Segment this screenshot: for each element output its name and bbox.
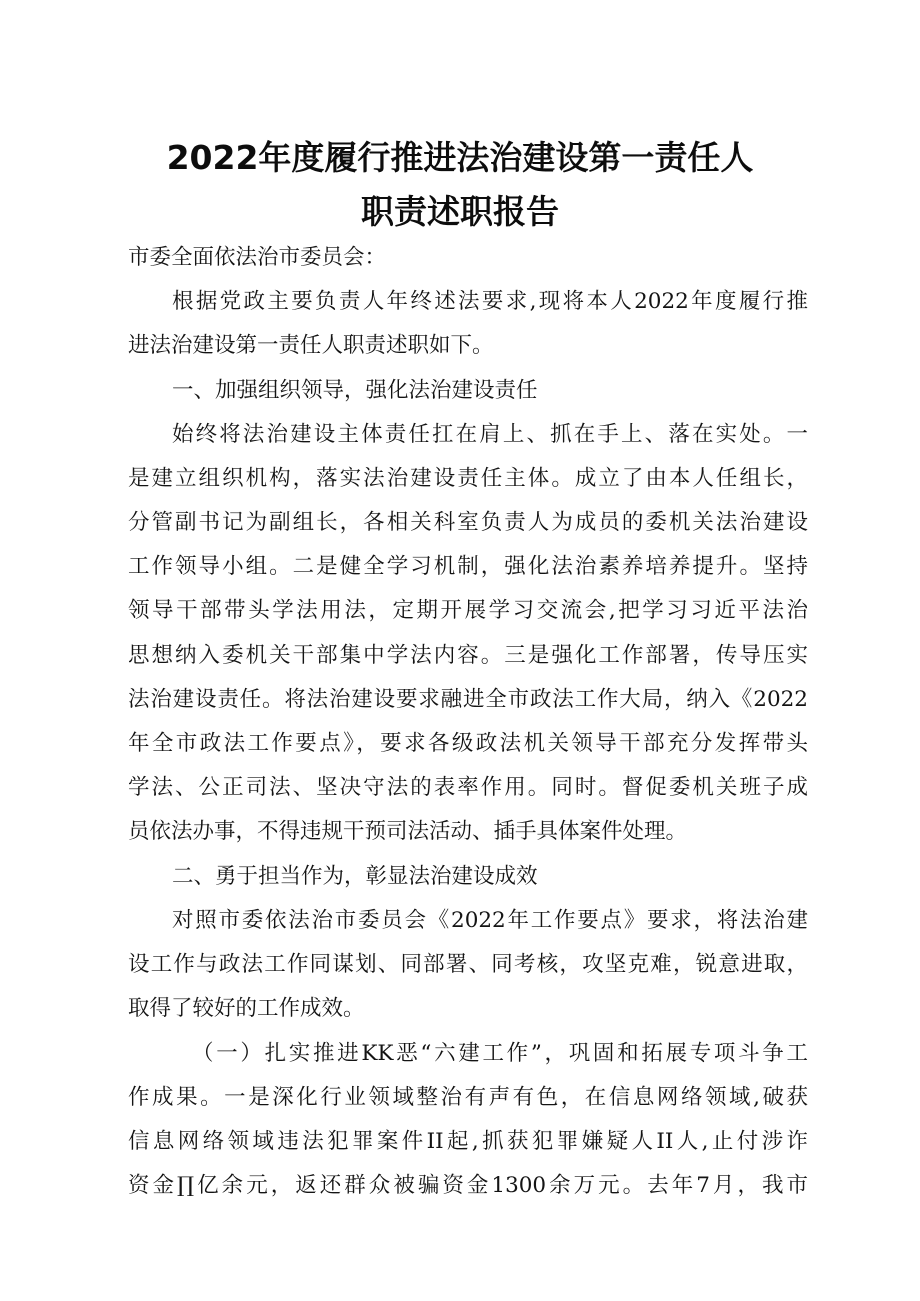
subsection-line: 资金∏亿余元，返还群众被骗资金1300余万元。去年7月，我市 [128,1173,808,1198]
intro-line: 根据党政主要负责人年终述法要求,现将本人2022年度履行推 [172,289,808,314]
subsection-line: 信息网络领域违法犯罪案件II起,抓获犯罪嫌疑人II人,止付涉诈 [128,1129,808,1154]
paragraph-line: 是建立组织机构，落实法治建设责任主体。成立了由本人任组长， [128,466,808,491]
subsection-line: 作成果。一是深化行业领域整治有声有色，在信息网络领域,破获 [128,1085,808,1110]
section-heading-1: 一、加强组织领导，强化法治建设责任 [172,378,538,403]
intro-line: 进法治建设第一责任人职责述职如下。 [128,333,494,358]
paragraph-line: 取得了较好的工作成效。 [128,996,365,1021]
paragraph-line: 年全市政法工作要点》，要求各级政法机关领导干部充分发挥带头 [128,731,808,756]
paragraph-line: 设工作与政法工作同谋划、同部署、同考核，攻坚克难，锐意进取， [128,952,808,977]
paragraph-line: 法治建设责任。将法治建设要求融进全市政法工作大局，纳入《2022 [128,687,808,712]
salutation: 市委全面依法治市委员会： [128,245,387,270]
paragraph-line: 思想纳入委机关干部集中学法内容。三是强化工作部署，传导压实 [128,643,808,668]
subsection-line: （一）扎实推进KK恶“六建工作”，巩固和拓展专项斗争工 [192,1041,808,1066]
paragraph-line: 员依法办事，不得违规干预司法活动、插手具体案件处理。 [128,819,688,844]
document-title-line-2: 职责述职报告 [361,192,559,231]
paragraph-line: 学法、公正司法、坚决守法的表率作用。同时。督促委机关班子成 [128,775,808,800]
paragraph-line: 始终将法治建设主体责任扛在肩上、抓在手上、落在实处。一 [172,422,808,447]
paragraph-line: 工作领导小组。二是健全学习机制，强化法治素养培养提升。坚持 [128,554,808,579]
paragraph-line: 分管副书记为副组长，各相关科室负责人为成员的委机关法治建设 [128,510,808,535]
paragraph-line: 领导干部带头学法用法，定期开展学习交流会,把学习习近平法治 [128,598,808,623]
paragraph-line: 对照市委依法治市委员会《2022年工作要点》要求，将法治建 [172,908,808,933]
document-title-line-1: 2022年度履行推进法治建设第一责任人 [166,138,754,177]
section-heading-2: 二、勇于担当作为，彰显法治建设成效 [172,864,538,889]
